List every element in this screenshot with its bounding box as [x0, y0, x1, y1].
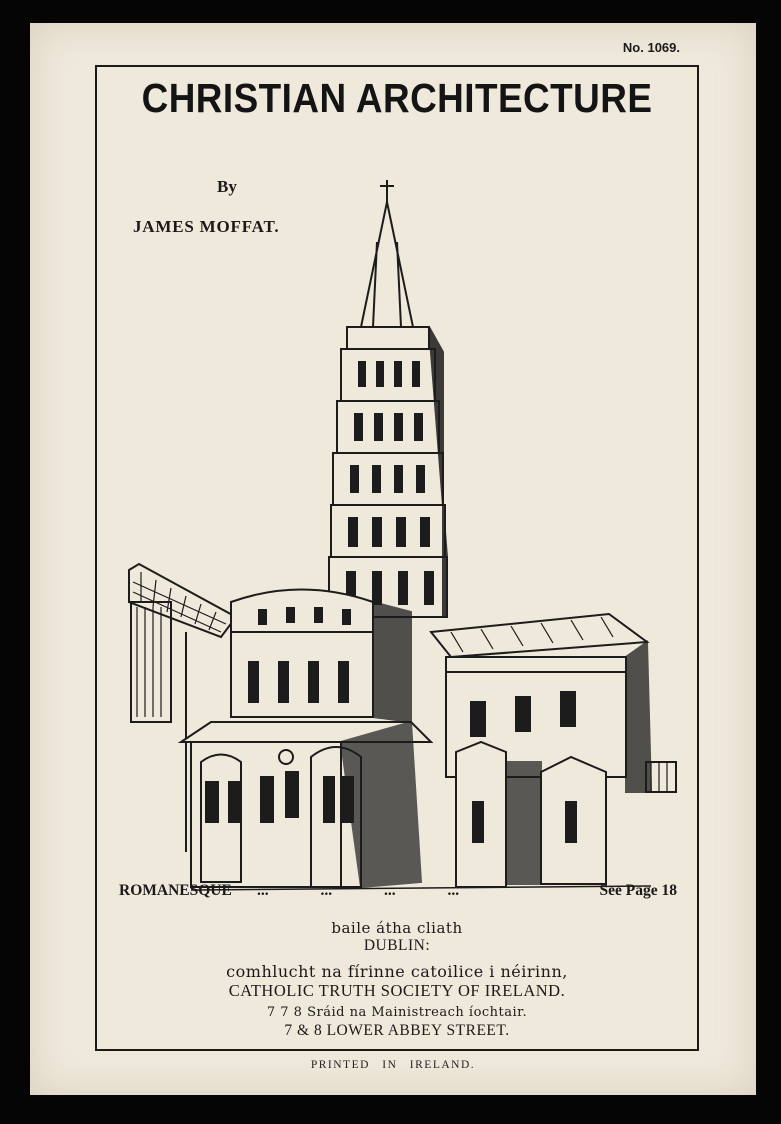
title: CHRISTIAN ARCHITECTURE: [141, 75, 653, 121]
style-label: ROMANESQUE: [119, 882, 232, 899]
church-illustration: [111, 162, 683, 897]
cover-frame: [95, 65, 699, 1051]
address-irish: 7 7 8 Sráid na Mainistreach íochtair.: [266, 1005, 528, 1020]
city: DUBLIN:: [363, 937, 431, 954]
printed-in: PRINTED IN IRELAND.: [310, 1059, 476, 1071]
publisher-irish: comhlucht na fírinne catoilice i néirinn,: [226, 962, 568, 981]
leader-dots: ... ... ... ...: [257, 882, 460, 899]
pamphlet-cover: [30, 23, 756, 1095]
issue-number: No. 1069.: [622, 40, 680, 55]
city-irish: baile átha cliath: [331, 919, 463, 937]
author: JAMES MOFFAT.: [133, 217, 280, 236]
see-page-reference: See Page 18: [599, 882, 677, 899]
publisher: CATHOLIC TRUTH SOCIETY OF IRELAND.: [228, 981, 566, 1000]
by-label: By: [217, 177, 237, 196]
address: 7 & 8 LOWER ABBEY STREET.: [284, 1022, 510, 1039]
